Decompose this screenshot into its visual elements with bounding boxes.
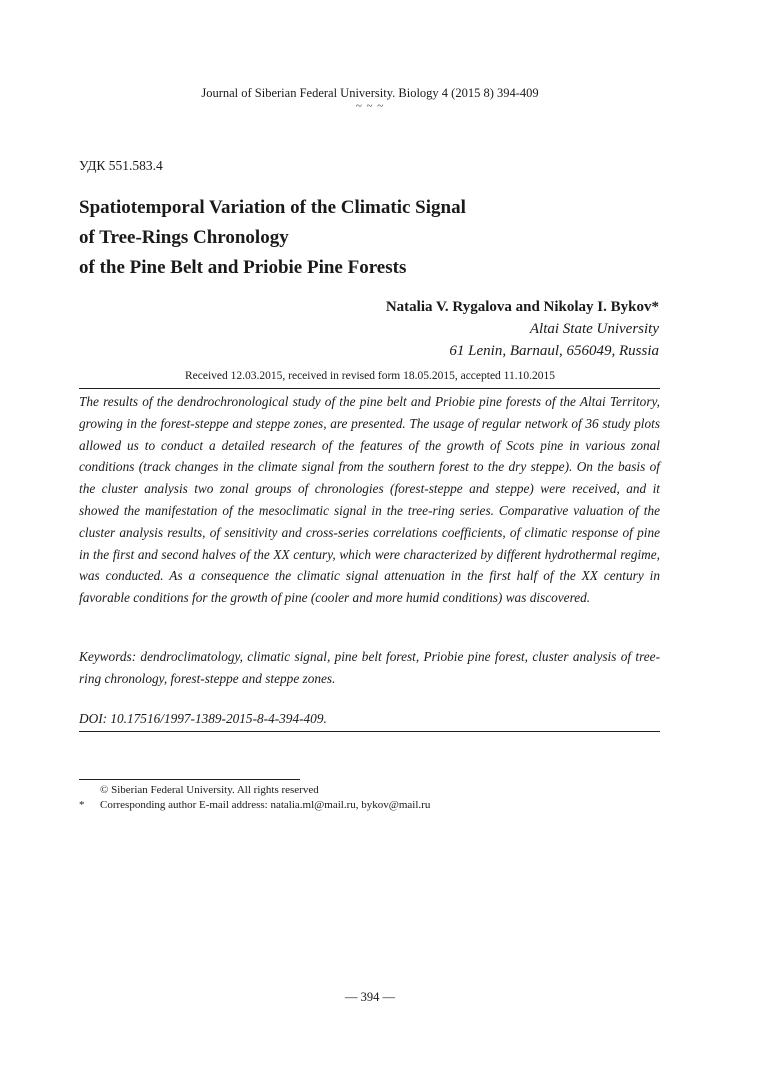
article-title: [79, 193, 639, 283]
title-line: Spatiotemporal Variation of the Climatic Signal: [79, 197, 466, 218]
author-affiliation: Altai State University: [529, 321, 659, 337]
footnote-corresponding: [79, 798, 679, 813]
title-line: of the Pine Belt and Priobie Pine Forests: [79, 257, 407, 278]
footnotes: [79, 783, 679, 813]
page-number: — 394 —: [345, 990, 395, 1004]
author-names: Natalia V. Rygalova and Nikolay I. Bykov*: [385, 299, 659, 315]
author-block: [386, 296, 659, 362]
author-address: 61 Lenin, Barnaul, 656049, Russia: [449, 343, 659, 359]
journal-header: Journal of Siberian Federal University. Biology 4 (2015 8) 394-409: [201, 86, 539, 100]
asterisk-mark: *: [79, 799, 85, 811]
footnote-copyright: [79, 783, 679, 798]
header-ornament: ~ ~ ~: [355, 100, 385, 112]
abstract: The results of the dendrochronological study of the pine belt and Priobie pine forests of the Altai Territory, growing in the forest-steppe and steppe zones, are presented. The usage of regular network of 36 study plots allowed us to conduct a detailed research of the features of the growth of Scots pine in various zonal conditions (track changes in the climate signal from the southern forest to the dry steppe). On the basis of the cluster analysis two zonal groups of chronologies (forest-steppe and steppe) were received, and it showed the manifestation of the mesoclimatic signal in the tree-ring series. Comparative valuation of the cluster analysis results, of sensitivity and cross-series correlations coefficients, of climatic response of pine in the first and second halves of the XX century, which were characterized by different hydrothermal regime, was conducted. As a consequence the climatic signal attenuation in the first half of the XX century in favorable conditions for the growth of pine (cooler and more humid conditions) was discovered.: [79, 394, 660, 606]
copyright-text: © Siberian Federal University. All rights reserved: [100, 784, 319, 796]
corresponding-author-text: Corresponding author E-mail address: natalia.ml@mail.ru, bykov@mail.ru: [100, 799, 431, 811]
abstract-bottom-rule: [79, 731, 660, 732]
doi[interactable]: DOI: 10.17516/1997-1389-2015-8-4-394-409.: [79, 711, 327, 726]
footnote-rule: [79, 779, 300, 780]
abstract-top-rule: [79, 388, 660, 389]
received-dates: Received 12.03.2015, received in revised form 18.05.2015, accepted 11.10.2015: [184, 370, 556, 382]
title-line: of Tree-Rings Chronology: [79, 227, 289, 248]
udk-code: УДК 551.583.4: [79, 158, 163, 173]
keywords: Keywords: dendroclimatology, climatic signal, pine belt forest, Priobie pine forest, cluster analysis of tree-ring chronology, forest-steppe and steppe zones.: [79, 649, 660, 686]
